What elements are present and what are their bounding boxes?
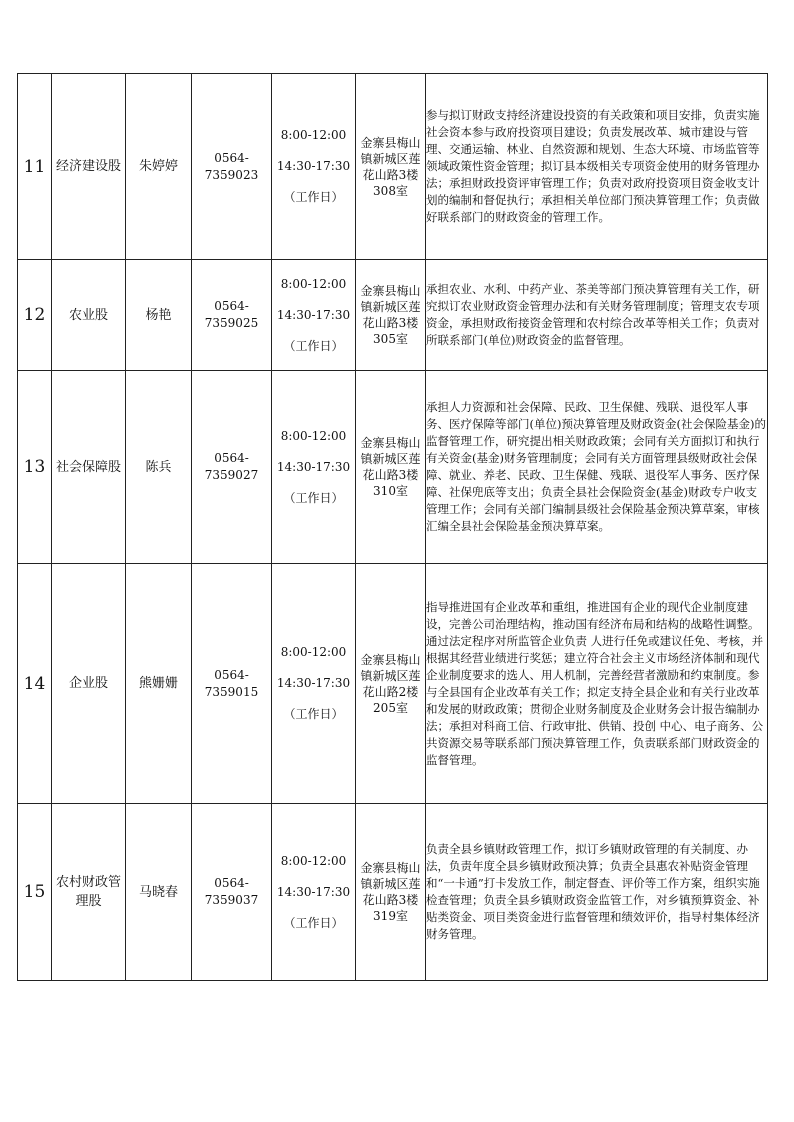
department-name: 社会保障股 <box>52 371 126 564</box>
department-name: 农村财政管理股 <box>52 804 126 981</box>
hours-morning: 8:00-12:00 <box>280 853 347 868</box>
hours-note: （工作日） <box>283 707 344 721</box>
table-row <box>18 74 768 260</box>
table-row <box>18 260 768 371</box>
department-name: 农业股 <box>52 260 126 371</box>
office-hours <box>272 260 356 371</box>
hours-afternoon: 14:30-17:30 <box>276 459 351 474</box>
contact-person: 陈兵 <box>126 371 192 564</box>
phone-number: 0564-7359027 <box>192 371 272 564</box>
contact-person: 杨艳 <box>126 260 192 371</box>
hours-note: （工作日） <box>283 338 344 353</box>
hours-morning: 8:00-12:00 <box>280 428 347 443</box>
contact-person: 马晓春 <box>126 804 192 981</box>
duty-description: 承担农业、水利、中药产业、茶美等部门预决算管理有关工作，研究拟订农业财政资金管理办法和有关财务管理制度；管理支农专项资金，承担财政衔接资金管理和农村综合改革等相关工作；负责对所联系部门(单位)财政资金的监督管理。 <box>426 260 768 371</box>
row-number: 13 <box>18 371 52 564</box>
hours-afternoon: 14:30-17:30 <box>276 884 351 899</box>
office-hours <box>272 371 356 564</box>
contact-person: 熊姗姗 <box>126 564 192 804</box>
contact-person: 朱婷婷 <box>126 74 192 260</box>
row-number: 14 <box>18 564 52 804</box>
department-table <box>17 73 768 981</box>
phone-number: 0564-7359025 <box>192 260 272 371</box>
department-name: 经济建设股 <box>52 74 126 260</box>
phone-number: 0564-7359037 <box>192 804 272 981</box>
row-number: 11 <box>18 74 52 260</box>
hours-morning: 8:00-12:00 <box>280 128 347 142</box>
hours-afternoon: 14:30-17:30 <box>276 159 351 173</box>
hours-morning: 8:00-12:00 <box>280 645 347 659</box>
department-name: 企业股 <box>52 564 126 804</box>
office-hours <box>272 804 356 981</box>
hours-note: （工作日） <box>283 190 344 204</box>
row-number: 12 <box>18 260 52 371</box>
office-address: 金寨县梅山镇新城区莲花山路3楼305室 <box>356 260 426 371</box>
hours-note: （工作日） <box>283 915 344 930</box>
duty-description: 参与拟订财政支持经济建设投资的有关政策和项目安排，负责实施社会资本参与政府投资项目建设；负责发展改革、城市建设与管理、交通运输、林业、自然资源和规划、生态大环境、市场监管等领域政策性资金管理；拟订县本级相关专项资金使用的财务管理办法；承担财政投资评审管理工作；负责对政府投资项目资金收支计划的编制和督促执行；承担相关单位部门预决算管理工作；负责做好联系部门的财政资金的管理工作。 <box>426 74 768 260</box>
office-address: 金寨县梅山镇新城区莲花山路3楼308室 <box>356 74 426 260</box>
hours-morning: 8:00-12:00 <box>280 276 347 291</box>
office-address: 金寨县梅山镇新城区莲花山路3楼310室 <box>356 371 426 564</box>
table-row <box>18 804 768 981</box>
hours-afternoon: 14:30-17:30 <box>276 676 351 690</box>
duty-description: 承担人力资源和社会保障、民政、卫生保健、残联、退役军人事务、医疗保障等部门(单位)预决算管理及财政资金(社会保险基金)的监督管理工作，研究提出相关财政政策；会同有关方面拟订和执行有关资金(基金)财务管理制度；会同有关方面管理县级财政社会保障、就业、养老、民政、卫生保健、残联、退役军人事务、医疗保障、社保兜底等支出；负责全县社会保险资金(基金)财政专户收支管理工作；会同有关部门编制县级社会保险基金预决算草案，审核汇编全县社会保险基金预决算草案。 <box>426 371 768 564</box>
hours-note: （工作日） <box>283 490 344 505</box>
office-hours <box>272 74 356 260</box>
phone-number: 0564-7359023 <box>192 74 272 260</box>
office-address: 金寨县梅山镇新城区莲花山路2楼205室 <box>356 564 426 804</box>
duty-description: 负责全县乡镇财政管理工作，拟订乡镇财政管理的有关制度、办法，负责年度全县乡镇财政预决算；负责全县惠农补贴资金管理和“一卡通”打卡发放工作，制定督查、评价等工作方案，组织实施检查管理；负责全县乡镇财政资金监管工作，对乡镇预算资金、补贴类资金、项目类资金进行监督管理和绩效评价，指导村集体经济财务管理。 <box>426 804 768 981</box>
row-number: 15 <box>18 804 52 981</box>
office-hours <box>272 564 356 804</box>
table-row <box>18 564 768 804</box>
duty-description: 指导推进国有企业改革和重组，推进国有企业的现代企业制度建设，完善公司治理结构，推动国有经济布局和结构的战略性调整。通过法定程序对所监管企业负责 人进行任免或建议任免、考核，并根据其经营业绩进行奖惩；建立符合社会主义市场经济体制和现代企业制度要求的选人、用人机制，完善经营者激励和约束制度。参与全县国有企业改革有关工作；拟定支持全县企业和有关行业改革和发展的财政政策；贯彻企业财务制度及企业财务会计报告编制办法；承担对科商工信、行政审批、供销、投创 中心、电子商务、公共资源交易等联系部门预决算管理工作，负责联系部门财政资金的监督管理。 <box>426 564 768 804</box>
table-row <box>18 371 768 564</box>
office-address: 金寨县梅山镇新城区莲花山路3楼319室 <box>356 804 426 981</box>
hours-afternoon: 14:30-17:30 <box>276 307 351 322</box>
phone-number: 0564-7359015 <box>192 564 272 804</box>
